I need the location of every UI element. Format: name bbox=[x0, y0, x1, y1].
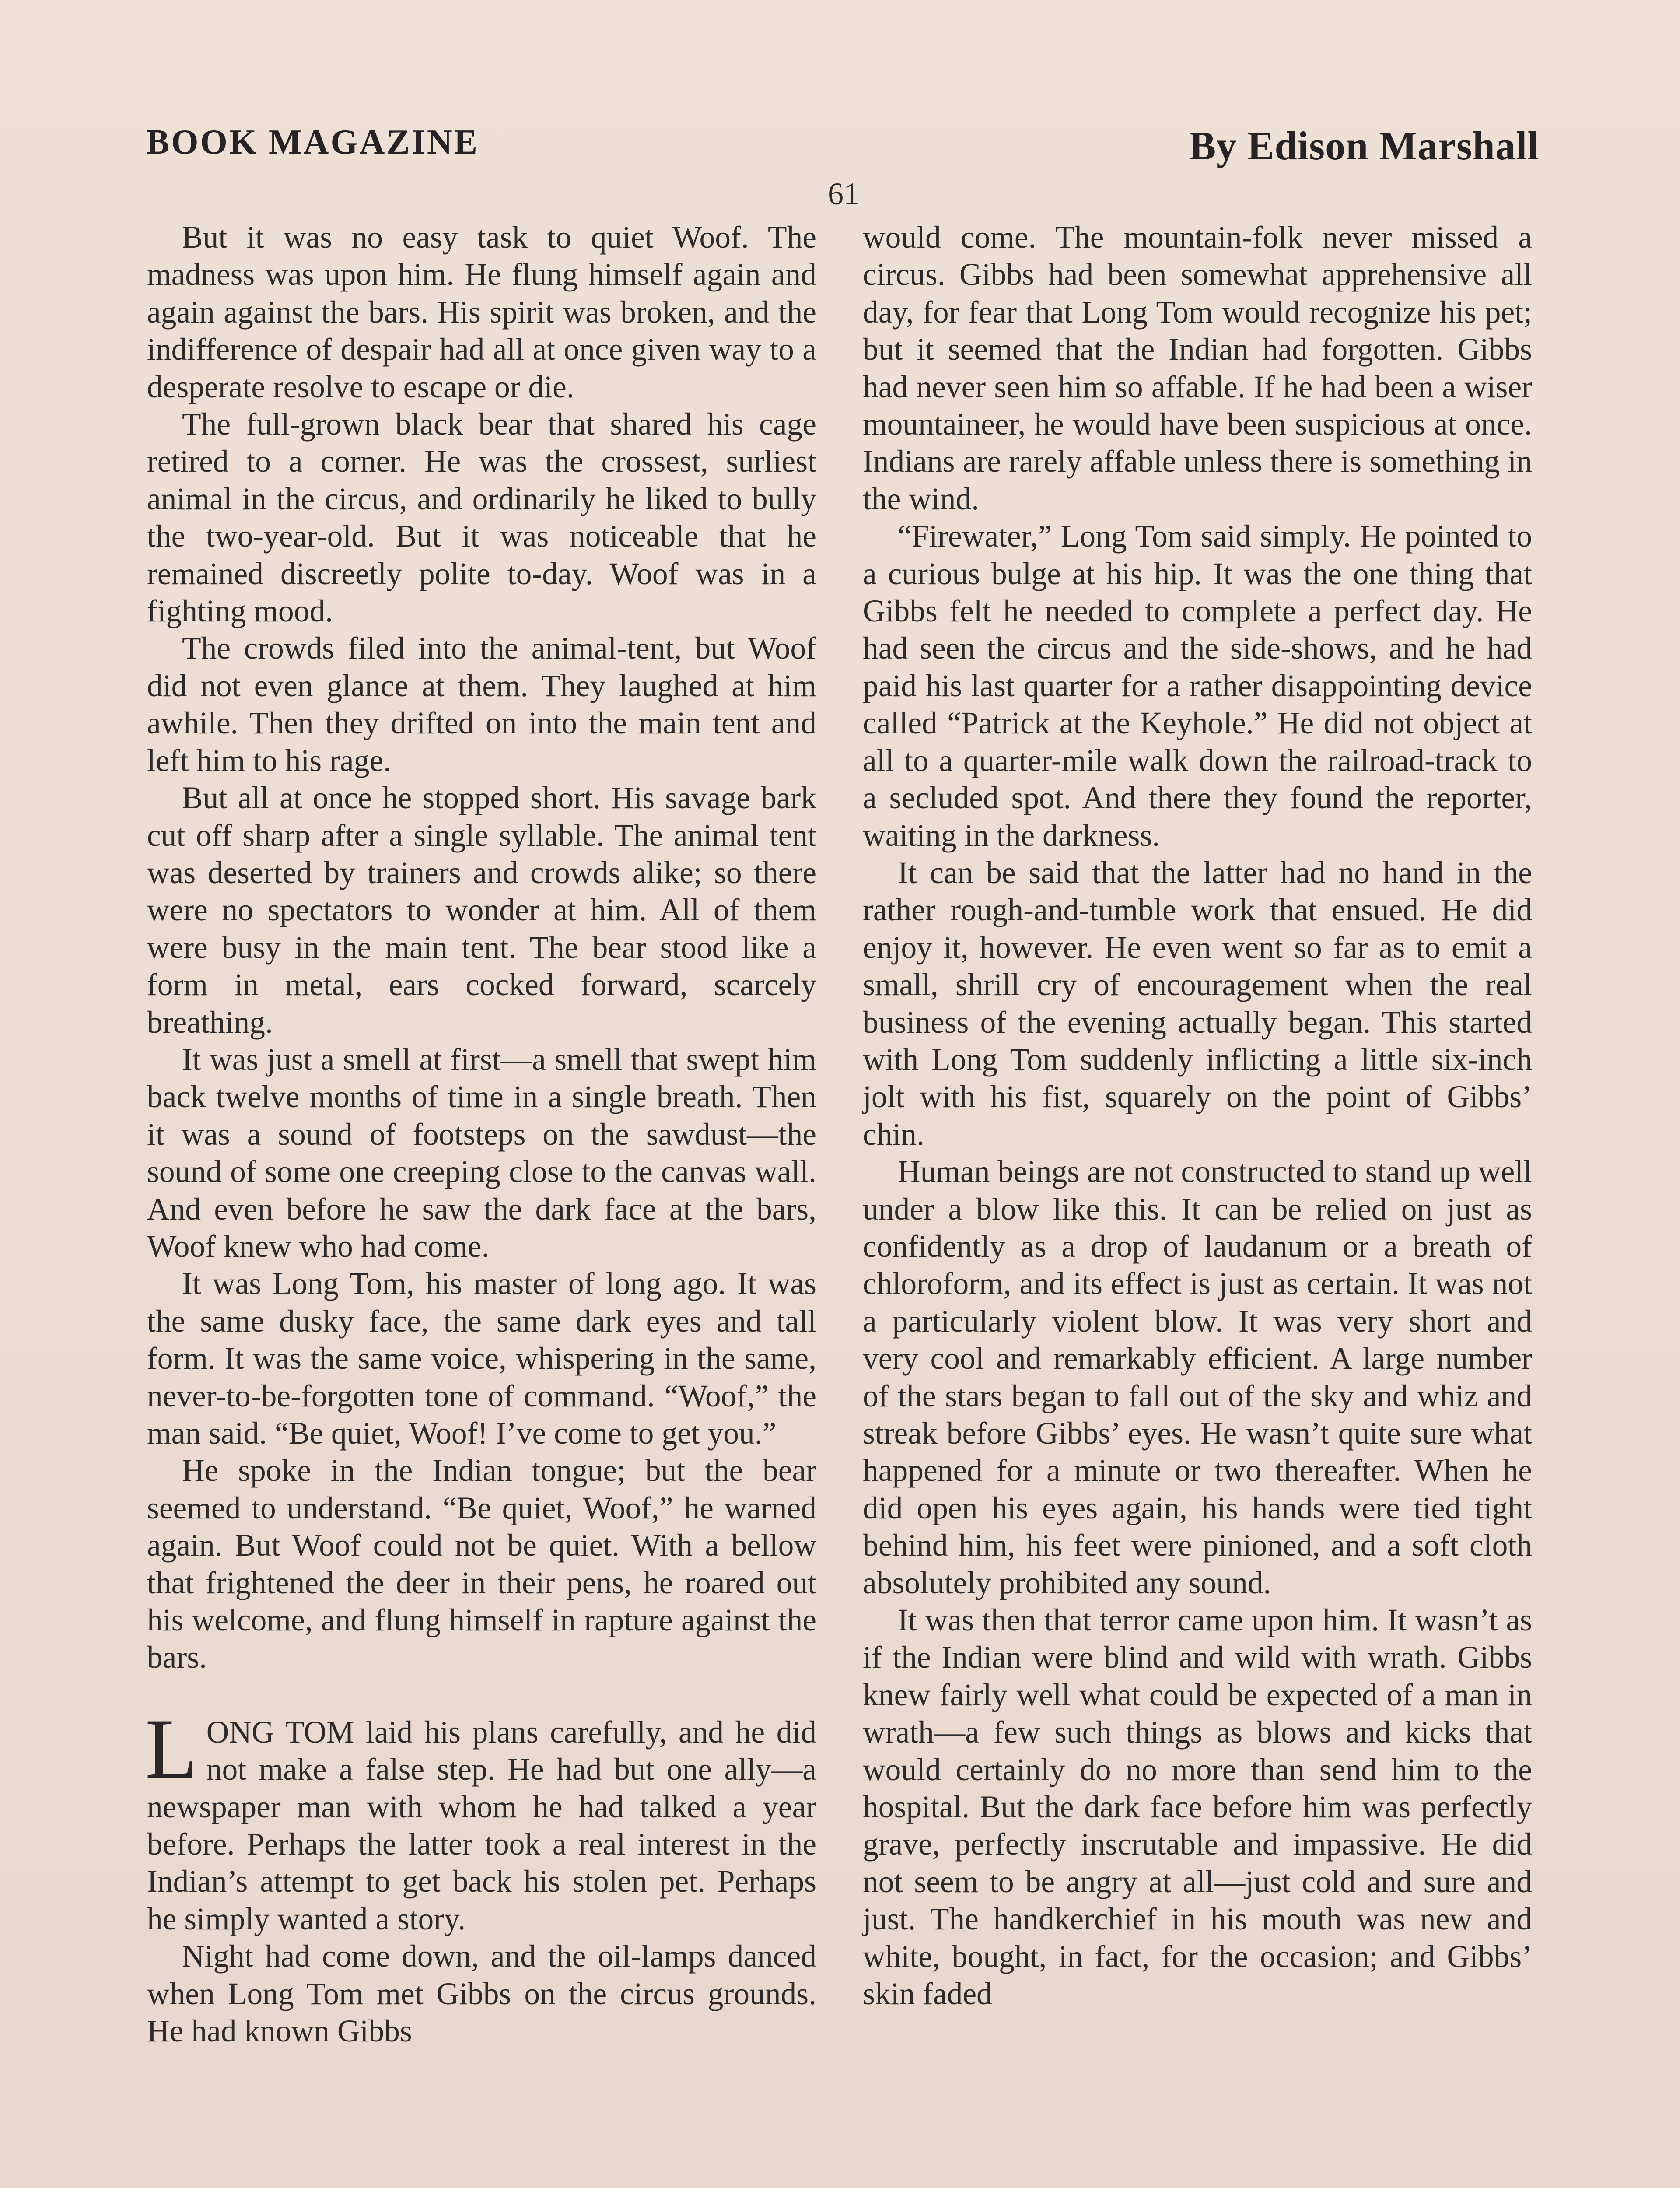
left-column bbox=[147, 219, 816, 2050]
magazine-title: BOOK MAGAZINE bbox=[146, 123, 479, 161]
section-opening-paragraph bbox=[145, 1701, 816, 1938]
paragraph: Night had come down, and the oil-lamps danced when Long Tom met Gibbs on the circus grounds. He had known Gibbs bbox=[147, 1939, 816, 2049]
paragraph: But all at once he stopped short. His savage bark cut off sharp after a single syllable. The animal tent was deserted by trainers and crowds alike; so there were no spectators to wonder at him. All of them were busy in the main tent. The bear stood like a form in metal, ears cocked forward, scarcely breathing. bbox=[147, 781, 816, 1040]
paragraph: The crowds filed into the animal-tent, but Woof did not even glance at them. They laughed at him awhile. Then they drifted on into the main tent and left him to his rage. bbox=[147, 631, 816, 778]
author-byline: By Edison Marshall bbox=[1189, 123, 1539, 168]
paragraph: “Firewater,” Long Tom said simply. He pointed to a curious bulge at his hip. It was the one thing that Gibbs felt he needed to complete a perfect day. He had seen the circus and the side-shows, and he had paid his last quarter for a rather disappointing device called “Patrick at the Keyhole.” He did not object at all to a quarter-mile walk down the railroad-track to a secluded spot. And there they found the reporter, waiting in the darkness. bbox=[863, 519, 1532, 853]
paragraph: It was then that terror came upon him. It wasn’t as if the Indian were blind and wild with wrath. Gibbs knew fairly well what could be expected of a man in wrath—a few such things as blows and kicks that would certainly do no more than send him to the hospital. But the dark face before him was perfectly grave, perfectly inscrutable and impassive. He did not seem to be angry at all—just cold and sure and just. The handkerchief in his mouth was new and white, bought, in fact, for the occasion; and Gibbs’ skin faded bbox=[863, 1603, 1532, 2012]
paragraph: But it was no easy task to quiet Woof. The madness was upon him. He flung himself again and again against the bars. His spirit was broken, and the indifference of despair had all at once given way to a desperate resolve to escape or die. bbox=[147, 220, 816, 404]
paragraph: It can be said that the latter had no hand in the rather rough-and-tumble work that ensued. He did enjoy it, however. He even went so far as to emit a small, shrill cry of encouragement when the real business of the evening actually began. This started with Long Tom suddenly inflicting a little six-inch jolt with his fist, squarely on the point of Gibbs’ chin. bbox=[863, 855, 1532, 1152]
paragraph: It was just a smell at first—a smell that swept him back twelve months of time in a single breath. Then it was a sound of footsteps on the sawdust—the sound of some one creeping close to the canvas wall. And even before he saw the dark face at the bars, Woof knew who had come. bbox=[147, 1042, 816, 1264]
paragraph: The full-grown black bear that shared his cage retired to a corner. He was the crossest, surliest animal in the circus, and ordinarily he liked to bully the two-year-old. But it was noticeable that he remained discreetly polite to-day. Woof was in a fighting mood. bbox=[147, 407, 816, 629]
paragraph: He spoke in the Indian tongue; but the bear seemed to understand. “Be quiet, Woof,” he warned again. But Woof could not be quiet. With a bellow that frightened the deer in their pens, he roared out his welcome, and flung himself in rapture against the bars. bbox=[147, 1453, 816, 1675]
page-number: 61 bbox=[828, 176, 859, 211]
paragraph: Human beings are not constructed to stand up well under a blow like this. It can be relied on just as confidently as a drop of laudanum or a breath of chloroform, and its effect is just as certain. It was not a particularly violent blow. It was very short and very cool and remarkably efficient. A large number of the stars began to fall out of the sky and whiz and streak before Gibbs’ eyes. He wasn’t quite sure what happened for a minute or two thereafter. When he did open his eyes again, his hands were tied tight behind him, his feet were pinioned, and a soft cloth absolutely prohibited any sound. bbox=[863, 1154, 1532, 1600]
drop-cap: L bbox=[145, 1701, 198, 1796]
paragraph: would come. The mountain-folk never missed a circus. Gibbs had been somewhat apprehensive all day, for fear that Long Tom would recognize his pet; but it seemed that the Indian had forgotten. Gibbs had never seen him so affable. If he had been a wiser mountaineer, he would have been suspicious at once. Indians are rarely affable unless there is something in the wind. bbox=[863, 220, 1532, 516]
right-column bbox=[863, 219, 1532, 2013]
paragraph: It was Long Tom, his master of long ago. It was the same dusky face, the same dark eyes and tall form. It was the same voice, whispering in the same, never-to-be-forgotten tone of command. “Woof,” the man said. “Be quiet, Woof! I’ve come to get you.” bbox=[147, 1266, 816, 1451]
section-opening-text: ONG TOM laid his plans carefully, and he did not make a false step. He had but one ally—a newspaper man with whom he had talked a year before. Perhaps the latter took a real interest in the Indian’s attempt to get back his stolen pet. Perhaps he simply wanted a story. bbox=[147, 1715, 816, 1936]
